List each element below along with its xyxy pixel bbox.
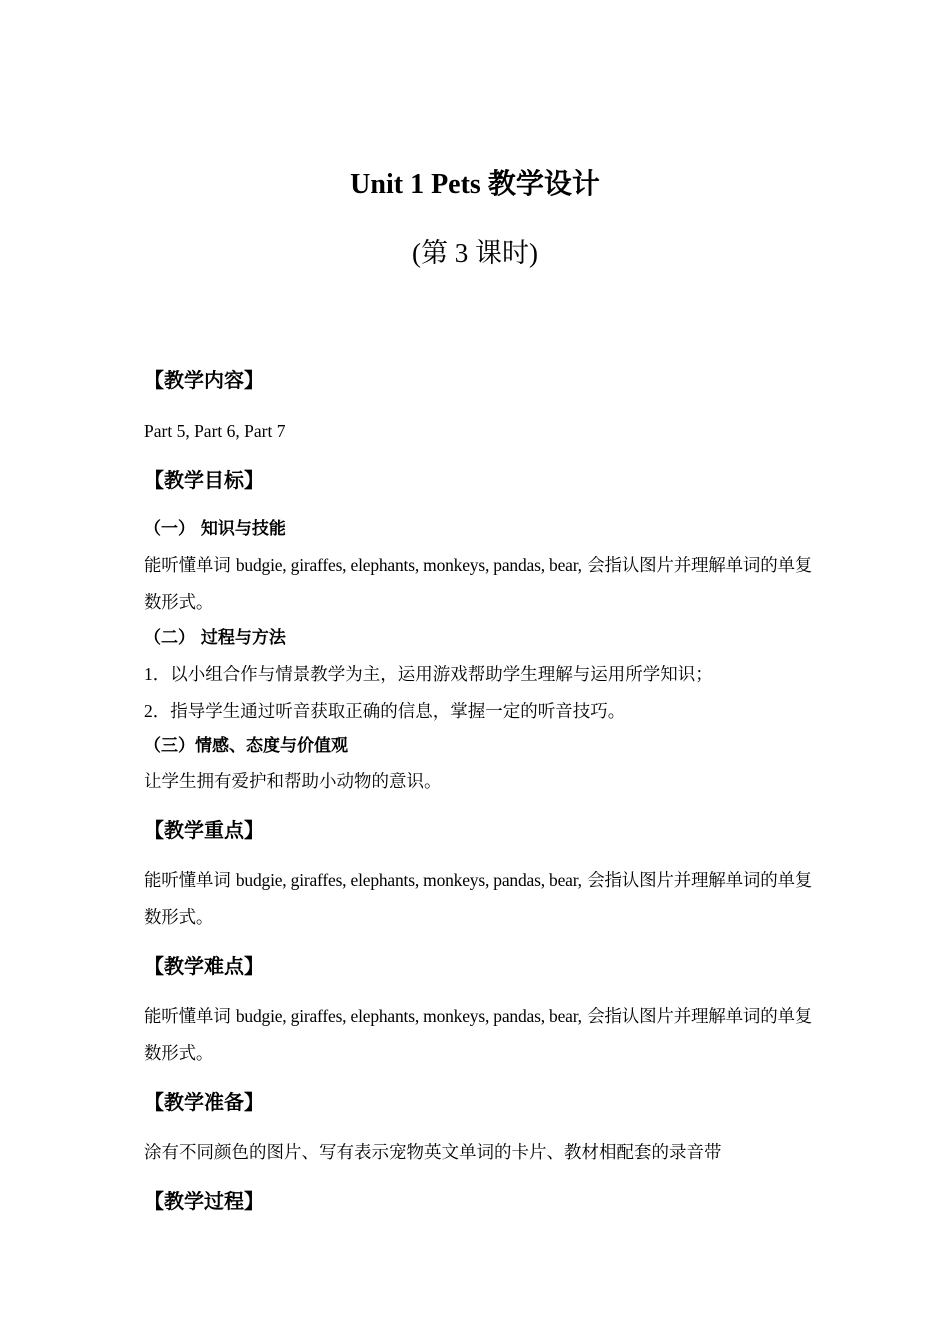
subheading-emotion-attitude: （三）情感、态度与价值观	[144, 736, 348, 756]
document-subtitle: (第 3 课时)	[412, 238, 538, 268]
section-heading-process: 【教学过程】	[144, 1189, 264, 1213]
difficulties-text	[144, 998, 824, 1073]
section-heading-key-points: 【教学重点】	[144, 818, 264, 842]
item-number: 1．	[144, 664, 171, 684]
text-cn-part: 会指认图片并理解单词的单复数形式。	[144, 1007, 813, 1064]
emotion-attitude-text: 让学生拥有爱护和帮助小动物的意识。	[144, 772, 442, 792]
process-method-item-1	[144, 662, 844, 687]
process-method-item-2	[144, 699, 844, 724]
section-heading-preparation: 【教学准备】	[144, 1090, 264, 1114]
vocabulary-list: budgie, giraffes, elephants, monkeys, pandas, bear,	[235, 555, 582, 575]
key-points-text	[144, 862, 824, 937]
subheading-knowledge-skills: （一） 知识与技能	[144, 519, 286, 539]
content-text: Part 5, Part 6, Part 7	[144, 421, 286, 441]
subheading-process-method: （二） 过程与方法	[144, 628, 286, 648]
vocabulary-list: budgie, giraffes, elephants, monkeys, pandas, bear,	[235, 870, 582, 890]
preparation-text: 涂有不同颜色的图片、写有表示宠物英文单词的卡片、教材相配套的录音带	[144, 1143, 722, 1163]
section-heading-difficulties: 【教学难点】	[144, 954, 264, 978]
item-text: 指导学生通过听音获取正确的信息，掌握一定的听音技巧。	[170, 702, 626, 722]
vocabulary-list: budgie, giraffes, elephants, monkeys, pandas, bear,	[235, 1006, 582, 1026]
section-heading-objectives: 【教学目标】	[144, 468, 264, 492]
text-cn-part: 能听懂单词	[144, 871, 236, 891]
knowledge-skills-text	[144, 547, 824, 622]
text-cn-part: 能听懂单词	[144, 556, 236, 576]
item-number: 2．	[144, 701, 171, 721]
text-cn-part: 会指认图片并理解单词的单复数形式。	[144, 871, 813, 928]
text-cn-part: 能听懂单词	[144, 1007, 236, 1027]
item-text: 以小组合作与情景教学为主，运用游戏帮助学生理解与运用所学知识；	[170, 665, 713, 685]
text-cn-part: 会指认图片并理解单词的单复数形式。	[144, 556, 813, 613]
section-heading-content: 【教学内容】	[144, 368, 264, 392]
document-title: Unit 1 Pets 教学设计	[350, 169, 600, 200]
